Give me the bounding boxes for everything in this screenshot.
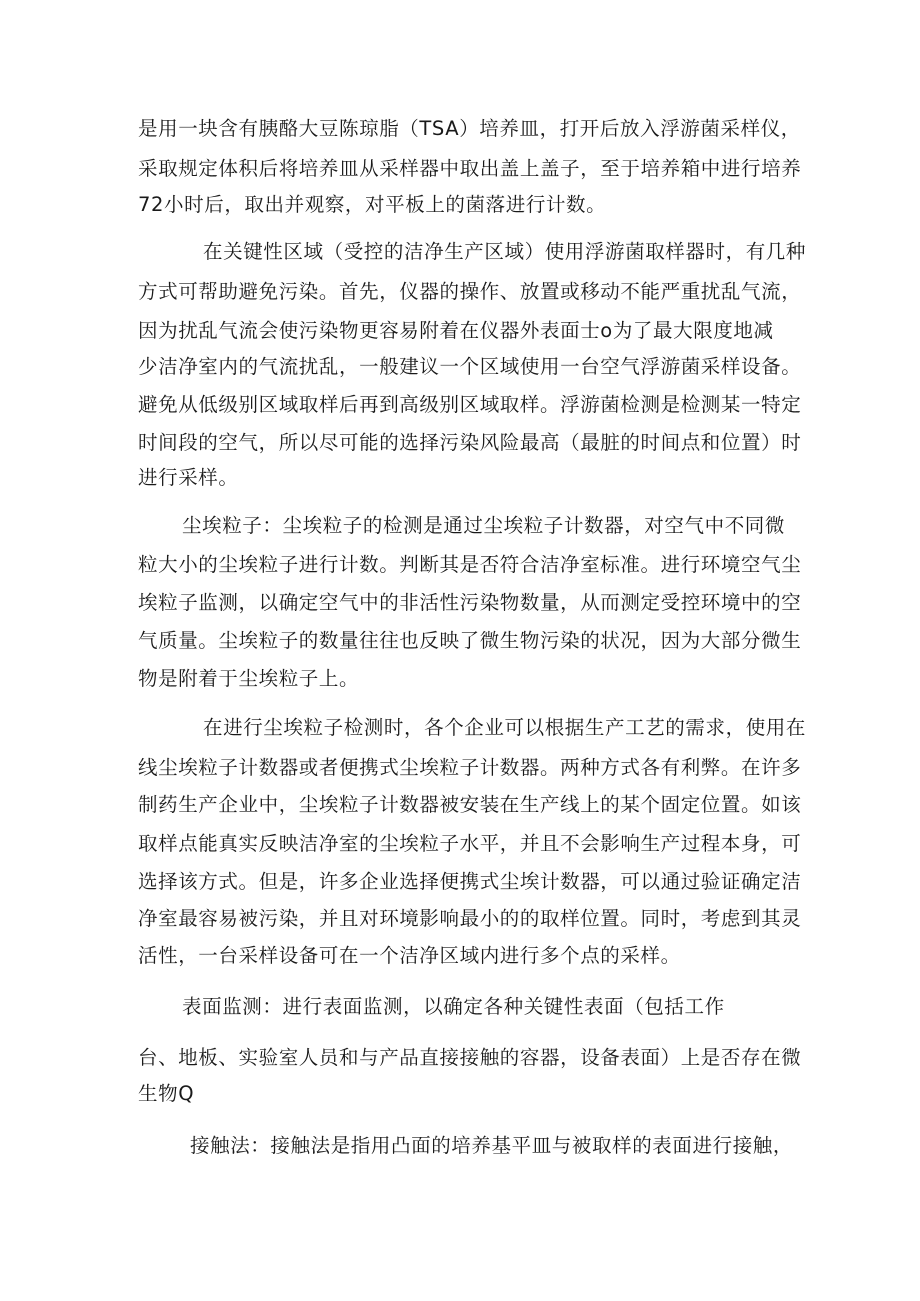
text-line: 采取规定体积后将培养皿从采样器中取出盖上盖子，至于培养箱中进行培养 — [138, 157, 802, 180]
text-line: 制药生产企业中，尘埃粒子计数器被安装在生产线上的某个固定位置。如该 — [138, 793, 802, 816]
text-line: 在关键性区域（受控的洁净生产区域）使用浮游菌取样器时，有几种 — [203, 240, 807, 263]
text-line: 表面监测：进行表面监测，以确定各种关键性表面（包括工作 — [182, 995, 725, 1018]
text-line: 时间段的空气，所以尽可能的选择污染风险最高（最脏的时间点和位置）时 — [138, 431, 802, 454]
text-line: 在进行尘埃粒子检测时，各个企业可以根据生产工艺的需求，使用在 — [203, 716, 807, 739]
text-line: 生物Q — [138, 1082, 195, 1105]
text-line: 台、地板、实验室人员和与产品直接接触的容器，设备表面）上是否存在微 — [138, 1046, 802, 1069]
text-line: 尘埃粒子：尘埃粒子的检测是通过尘埃粒子计数器，对空气中不同微 — [182, 514, 786, 537]
text-line: 净室最容易被污染，并且对环境影响最小的的取样位置。同时，考虑到其灵 — [138, 907, 802, 930]
text-line: 少洁净室内的气流扰乱，一般建议一个区域使用一台空气浮游菌采样设备。 — [138, 355, 802, 378]
text-line: 线尘埃粒子计数器或者便携式尘埃粒子计数器。两种方式各有利弊。在许多 — [138, 756, 802, 779]
text-line: 粒大小的尘埃粒子进行计数。判断其是否符合洁净室标准。进行环境空气尘 — [138, 553, 802, 576]
text-line: 物是附着于尘埃粒子上。 — [138, 667, 360, 690]
text-line: 是用一块含有胰酪大豆陈琼脂（TSA）培养皿，打开后放入浮游菌采样仪， — [138, 117, 801, 140]
text-line: 进行采样。 — [138, 466, 239, 489]
text-line: 选择该方式。但是，许多企业选择便携式尘埃计数器，可以通过验证确定洁 — [138, 870, 802, 893]
text-line: 气质量。尘埃粒子的数量往往也反映了微生物污染的状况，因为大部分微生 — [138, 629, 802, 652]
text-line: 接触法：接触法是指用凸面的培养基平皿与被取样的表面进行接触， — [190, 1134, 794, 1157]
text-line: 方式可帮助避免污染。首先，仪器的操作、放置或移动不能严重扰乱气流， — [138, 280, 802, 303]
text-line: 避免从低级别区域取样后再到高级别区域取样。浮游菌检测是检测某一特定 — [138, 393, 802, 416]
text-line: 取样点能真实反映洁净室的尘埃粒子水平，并且不会影响生产过程本身，可 — [138, 832, 802, 855]
text-line: 埃粒子监测，以确定空气中的非活性污染物数量，从而测定受控环境中的空 — [138, 591, 802, 614]
text-line: 72小时后，取出并观察，对平板上的菌落进行计数。 — [138, 193, 607, 216]
text-line: 因为扰乱气流会使污染物更容易附着在仪器外表面士o为了最大限度地减 — [138, 319, 774, 342]
text-line: 活性，一台采样设备可在一个洁净区域内进行多个点的采样。 — [138, 944, 681, 967]
